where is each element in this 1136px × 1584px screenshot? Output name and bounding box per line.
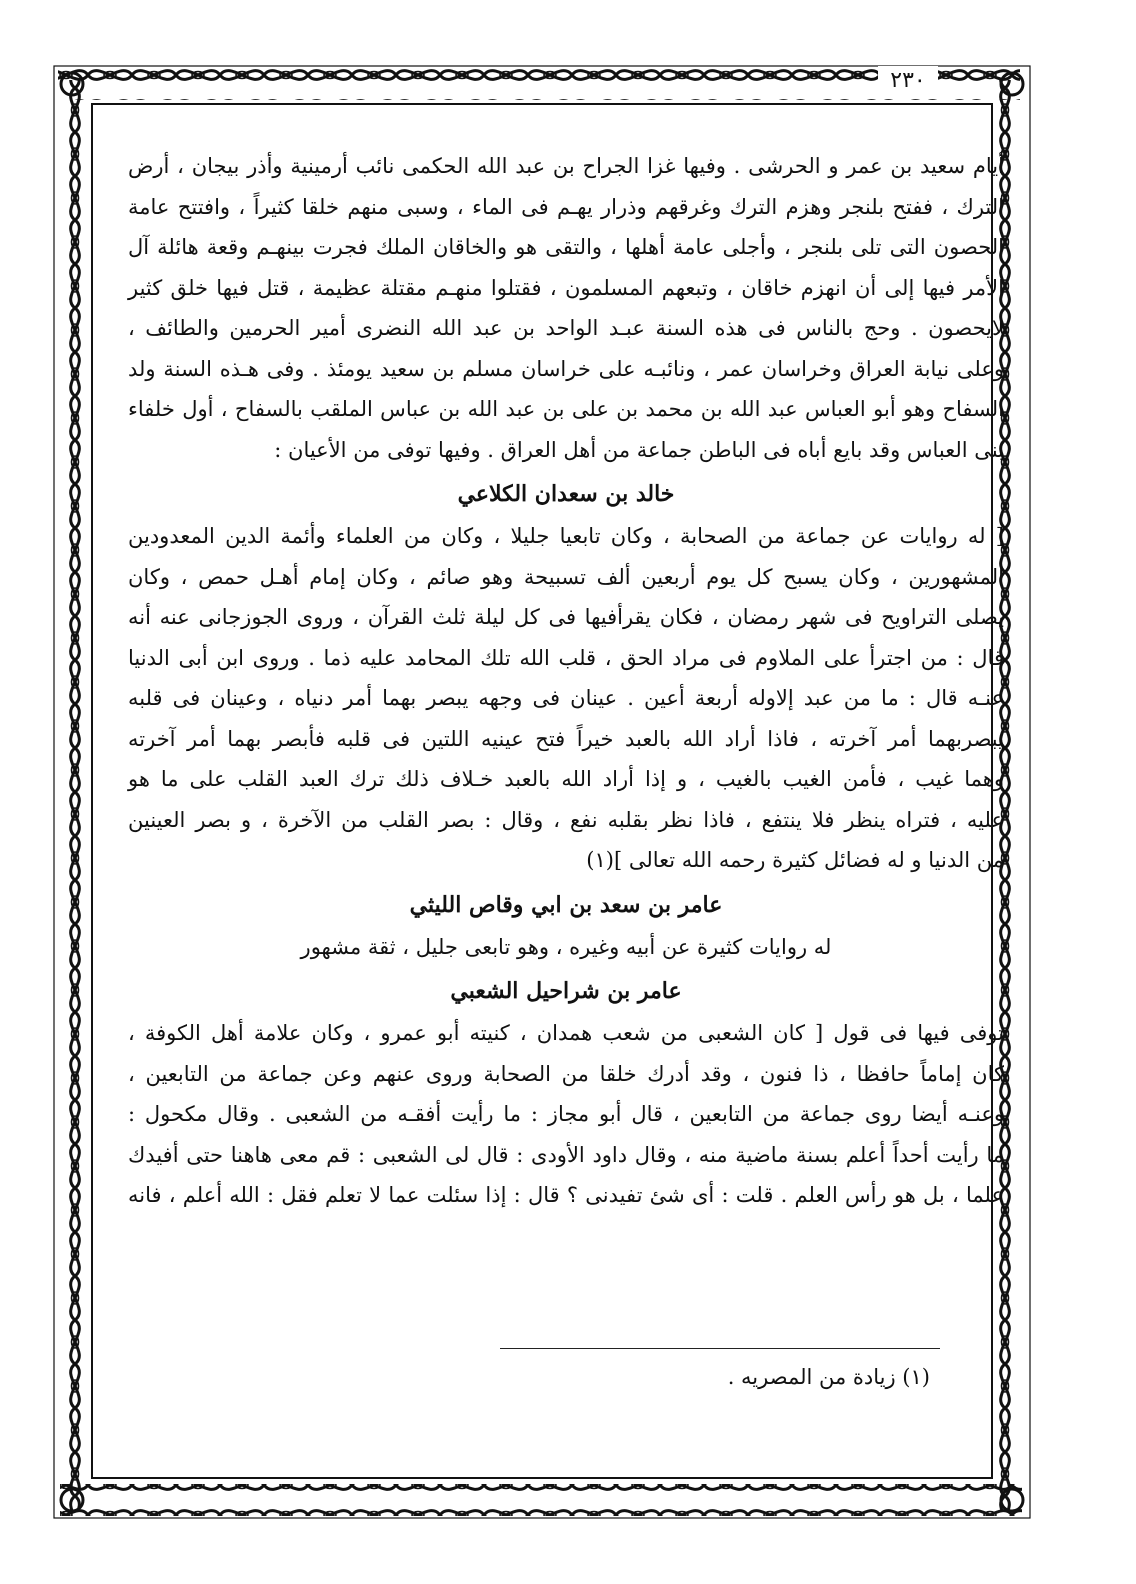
text-line: عليه ، فتراه ينظر فلا ينتفع ، فاذا نظر بقلبه نفع ، وقال : بصر القلب من الآخرة ، و بصر العينين [128, 807, 1004, 832]
text-line: لايحصون . وحج بالناس فى هذه السنة عبـد الواحد بن عبد الله النضرى أمير الحرمين والطائف ، [128, 316, 1004, 340]
text-line: عنـه قال : ما من عبد إلاوله أربعة أعين . عينان فى وجهه يبصر بهما أمر دنياه ، وعينان فى قلبه [128, 686, 1004, 710]
text-line: له روايات كثيرة عن أبيه وغيره ، وهو تابعى جليل ، ثقة مشهور [300, 934, 832, 959]
paragraph-khalid [128, 516, 1004, 881]
text-line: وهما غيب ، فأمن الغيب بالغيب ، و إذا أراد الله بالعبد خـلاف ذلك ترك العبد القلب على ما هو [128, 767, 1004, 791]
section-heading: عامر بن شراحيل الشعبي [450, 978, 682, 1004]
text-line: وعنـه أيضا روى جماعة من التابعين ، قال أبو مجاز : ما رأيت أفقـه من الشعبى . وقال مكحول : [128, 1102, 1004, 1126]
text-line: السفاح وهو أبو العباس عبد الله بن محمد بن على بن عبد الله بن عباس الملقب بالسفاح ، أول خلفاء [128, 397, 1004, 421]
text-line: توفى فيها فى قول [ كان الشعبى من شعب همدان ، كنيته أبو عمرو ، وكان علامة أهل الكوفة ، [128, 1021, 1004, 1045]
text-line: قال : من اجترأ على الملاوم فى مراد الحق ، قلب الله تلك المحامد عليه ذما . وروى ابن أبى الدنيا [128, 645, 1004, 670]
footnote: (١) زيادة من المصريه . [727, 1365, 930, 1389]
paragraph-shabi [128, 1013, 1004, 1216]
text-line: بنى العباس وقد بايع أباه فى الباطن جماعة من أهل العراق . وفيها توفى من الأعيان : [274, 437, 1004, 462]
footnote-divider [500, 1348, 940, 1349]
paragraph-amir-saad [128, 927, 1004, 968]
page-body [128, 146, 1004, 1216]
text-line: يصلى التراويح فى شهر رمضان ، فكان يقرأفيها فى كل ليلة ثلث القرآن ، وروى الجوزجانى عنه أنه [128, 605, 1004, 629]
text-line: أيام سعيد بن عمر و الحرشى . وفيها غزا الجراح بن عبد الله الحكمى نائب أرمينية وأذر بيجان ، أرض [128, 154, 1004, 178]
text-line: علما ، بل هو رأس العلم . قلت : أى شئ تفيدنى ؟ قال : إذا سئلت عما لا تعلم فقل : الله أعلم ، فانه [128, 1183, 1004, 1207]
text-line: ما رأيت أحداً أعلم بسنة ماضية منه ، وقال داود الأودى : قال لى الشعبى : قم معى هاهنا حتى أفيدك [128, 1142, 1004, 1167]
paragraph-intro [128, 146, 1004, 470]
text-line: [ له روايات عن جماعة من الصحابة ، وكان تابعيا جليلا ، وكان من العلماء وأئمة الدين المعدودين [128, 524, 1004, 548]
text-line: الأمر فيها إلى أن انهزم خاقان ، وتبعهم المسلمون ، فقتلوا منهـم مقتلة عظيمة ، قتل فيها خلق كثير [128, 275, 1004, 300]
section-heading: خالد بن سعدان الكلاعي [457, 481, 675, 507]
section-heading: عامر بن سعد بن ابي وقاص الليثي [409, 891, 723, 918]
text-line: المشهورين ، وكان يسبح كل يوم أربعين ألف تسبيحة وهو صائم ، وكان إمام أهـل حمص ، وكان [128, 564, 1004, 589]
text-line: الترك ، ففتح بلنجر وهزم الترك وغرقهم وذرار يهـم فى الماء ، وسبى منهم خلقا كثيراً ، وافتتح عامة [128, 194, 1004, 219]
text-line: كان إماماً حافظا ، ذا فنون ، وقد أدرك خلقا من الصحابة وروى عنهم وعن جماعة من التابعين ، [128, 1061, 1004, 1086]
text-line: من الدنيا و له فضائل كثيرة رحمه الله تعالى ](١) [586, 848, 1004, 872]
text-line: الحصون التى تلى بلنجر ، وأجلى عامة أهلها ، والتقى هو والخاقان الملك فجرت بينهـم وقعة هائلة آل [128, 235, 1004, 259]
text-line: وعلى نيابة العراق وخراسان عمر ، ونائبـه على خراسان مسلم بن سعيد يومئذ . وفى هـذه السنة ولد [128, 356, 1004, 381]
page-number: ٢٣٠ [878, 66, 938, 96]
text-line: يبصربهما أمر آخرته ، فاذا أراد الله بالعبد خيراً فتح عينيه اللتين فى قلبه فأبصر بهما أمر آخرته [128, 726, 1004, 751]
